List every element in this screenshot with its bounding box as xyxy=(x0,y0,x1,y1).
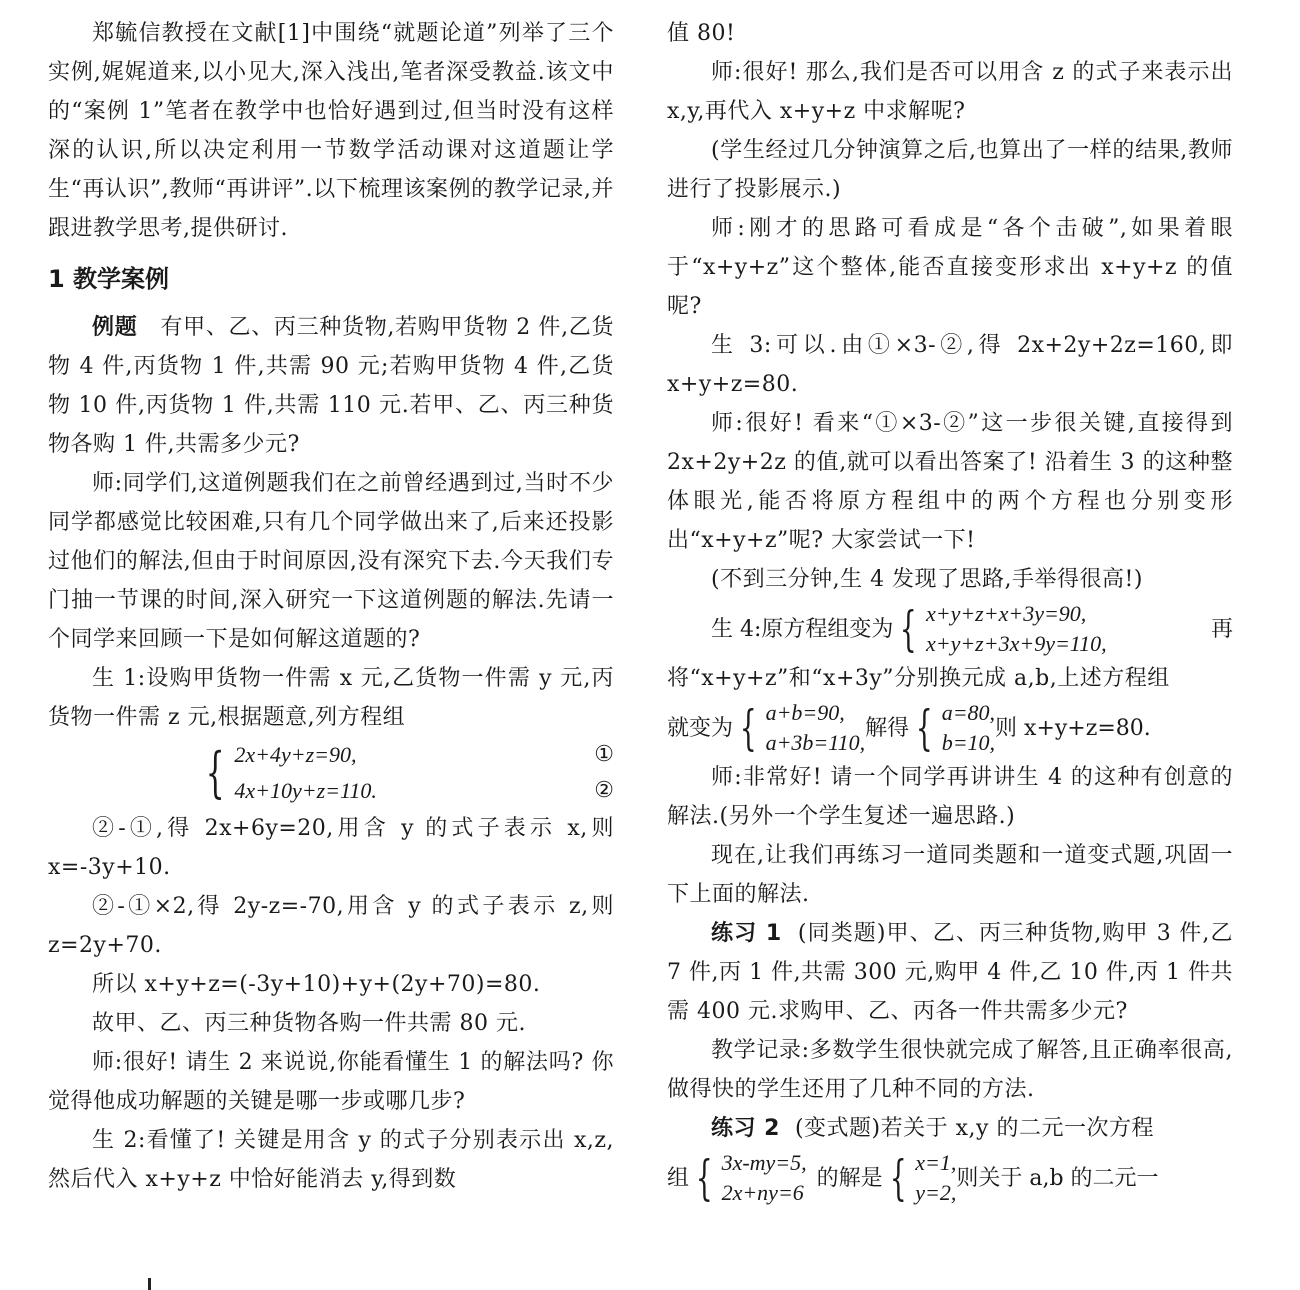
equation-1-number: ① xyxy=(594,742,614,767)
brace-symbol: { xyxy=(889,1150,907,1206)
exercise-2-sol-1: x=1, xyxy=(915,1150,957,1175)
student4-system xyxy=(893,599,1106,659)
student4-suffix: 再 xyxy=(1210,616,1233,642)
exercise-2-text: (变式题)若关于 x,y 的二元一次方程 xyxy=(794,1116,1154,1141)
equation-system xyxy=(198,737,614,809)
note-paragraph-1: (学生经过几分钟演算之后,也算出了一样的结果,教师进行了投影展示.) xyxy=(667,138,1233,202)
brace-symbol: { xyxy=(739,700,757,756)
continuation-line: 值 80! xyxy=(667,21,736,46)
equation-2: 4x+10y+z=110. xyxy=(234,778,377,803)
student3-paragraph: 生 3:可以.由①×3-②,得 2x+2y+2z=160,即 x+y+z=80. xyxy=(667,333,1233,397)
brace-symbol: { xyxy=(205,741,225,804)
teaching-record: 教学记录:多数学生很快就完成了解答,且正确率很高,做得快的学生还用了几种不同的方法. xyxy=(667,1038,1233,1102)
exercise-2-mid: 的解是 xyxy=(816,1165,883,1191)
exercise-2-system-line xyxy=(667,1148,1233,1208)
step-paragraph-1: ②-①,得 2x+6y=20,用含 y 的式子表示 x,则 x=-3y+10. xyxy=(48,816,614,880)
teacher-paragraph-4: 师:刚才的思路可看成是“各个击破”,如果着眼于“x+y+z”这个整体,能否直接变形求出 x+y+z 的值呢? xyxy=(667,216,1233,319)
transform-prefix: 就变为 xyxy=(667,715,734,741)
student4-prefix: 生 4:原方程组变为 xyxy=(711,616,894,642)
example-label: 例题 xyxy=(92,315,138,340)
teacher-paragraph-6: 师:非常好! 请一个同学再讲讲生 4 的这种有创意的解法.(另外一个学生复述一遍思路.) xyxy=(667,765,1233,829)
teacher-paragraph-2: 师:很好! 请生 2 来说说,你能看懂生 1 的解法吗? 你觉得他成功解题的关键是哪一步或哪几步? xyxy=(48,1050,614,1114)
note-paragraph-2: (不到三分钟,生 4 发现了思路,手举得很高!) xyxy=(711,567,1143,592)
exercise-2 xyxy=(667,1109,1233,1148)
brace-symbol: { xyxy=(695,1150,713,1206)
conclusion-paragraph: 故甲、乙、丙三种货物各购一件共需 80 元. xyxy=(92,1011,526,1036)
teacher-paragraph-5: 师:很好! 看来“①×3-②”这一步很关键,直接得到 2x+2y+2z 的值,就可以看出答案了! 沿着生 3 的这种整体眼光,能否将原方程组中的两个方程也分别变形出“x+y+z”呢? 大家尝试一下! xyxy=(667,411,1233,553)
equation-1: 2x+4y+z=90, xyxy=(234,742,357,767)
exercise-2-solution xyxy=(883,1148,957,1208)
example-text: 有甲、乙、丙三种货物,若购甲货物 2 件,乙货物 4 件,丙货物 1 件,共需 90 元;若购甲货物 4 件,乙货物 10 件,丙货物 1 件,共需 110 元.若甲、乙、丙三种货物各购 1 件,共需多少元? xyxy=(48,315,614,457)
solution-system xyxy=(909,698,995,758)
exercise-2-label: 练习 2 xyxy=(711,1116,780,1141)
teacher-paragraph-3: 师:很好! 那么,我们是否可以用含 z 的式子来表示出 x,y,再代入 x+y+z 中求解呢? xyxy=(667,60,1233,124)
student2-paragraph: 生 2:看懂了! 关键是用含 y 的式子分别表示出 x,z,然后代入 x+y+z 中恰好能消去 y,得到数 xyxy=(48,1128,614,1192)
right-column xyxy=(667,14,1233,1208)
exercise-2-eq-2: 2x+ny=6 xyxy=(721,1180,804,1205)
solution-eq-1: a=80, xyxy=(941,700,996,725)
exercise-1-text: (同类题)甲、乙、丙三种货物,购甲 3 件,乙 7 件,丙 1 件,共需 300 元,购甲 4 件,乙 10 件,丙 1 件共需 400 元.求购甲、乙、丙各一件共需多少元? xyxy=(667,921,1233,1024)
equation-2-number: ② xyxy=(594,778,614,803)
student1-paragraph: 生 1:设购甲货物一件需 x 元,乙货物一件需 y 元,丙货物一件需 z 元,根据题意,列方程组 xyxy=(48,666,614,730)
section-heading: 1 教学案例 xyxy=(48,265,170,293)
transformed-system-line xyxy=(667,698,1233,758)
student4-eq-1: x+y+z+x+3y=90, xyxy=(925,601,1087,626)
brace-symbol: { xyxy=(900,601,918,657)
teacher-paragraph-1: 师:同学们,这道例题我们在之前曾经遇到过,当时不少同学都感觉比较困难,只有几个同学做出来了,后来还投影过他们的解法,但由于时间原因,没有深究下去.今天我们专门抽一节课的时间,深入研究一下这道例题的解法.先请一个同学来回顾一下是如何解这道题的? xyxy=(48,471,614,652)
exercise-2-eq-1: 3x-my=5, xyxy=(721,1150,807,1175)
intro-paragraph: 郑毓信教授在文献[1]中围绕“就题论道”列举了三个实例,娓娓道来,以小见大,深入浅出,笔者深受教益.该文中的“案例 1”笔者在教学中也恰好遇到过,但当时没有这样深的认识,所以决定利用一节数学活动课对这道题让学生“再认识”,教师“再讲评”.以下梳理该案例的教学记录,并跟进教学思考,提供研讨. xyxy=(48,21,614,241)
solution-eq-2: b=10, xyxy=(941,730,996,755)
practice-intro: 现在,让我们再练习一道同类题和一道变式题,巩固一下上面的解法. xyxy=(667,843,1233,907)
exercise-2-sol-2: y=2, xyxy=(915,1180,957,1205)
step-paragraph-3: 所以 x+y+z=(-3y+10)+y+(2y+70)=80. xyxy=(92,972,541,997)
transformed-system xyxy=(733,698,865,758)
page-mark xyxy=(148,1278,151,1290)
exercise-1 xyxy=(667,914,1233,1031)
left-column xyxy=(48,14,614,1199)
solution-result: 则 x+y+z=80. xyxy=(995,715,1151,741)
brace-symbol: { xyxy=(916,700,933,756)
example-problem xyxy=(48,308,614,464)
exercise-2-system xyxy=(689,1148,807,1208)
student4-line xyxy=(667,599,1233,659)
student4-eq-2: x+y+z+3x+9y=110, xyxy=(925,631,1107,656)
step-paragraph-2: ②-①×2,得 2y-z=-70,用含 y 的式子表示 z,则 z=2y+70. xyxy=(48,894,614,958)
solve-label: 解得 xyxy=(865,715,910,741)
exercise-2-suffix: 则关于 a,b 的二元一 xyxy=(956,1165,1159,1191)
substitution-paragraph: 将“x+y+z”和“x+3y”分别换元成 a,b,上述方程组 xyxy=(667,666,1170,691)
exercise-1-label: 练习 1 xyxy=(711,921,782,946)
transformed-eq-2: a+3b=110, xyxy=(765,730,866,755)
transformed-eq-1: a+b=90, xyxy=(765,700,845,725)
exercise-2-prefix: 组 xyxy=(667,1165,690,1191)
